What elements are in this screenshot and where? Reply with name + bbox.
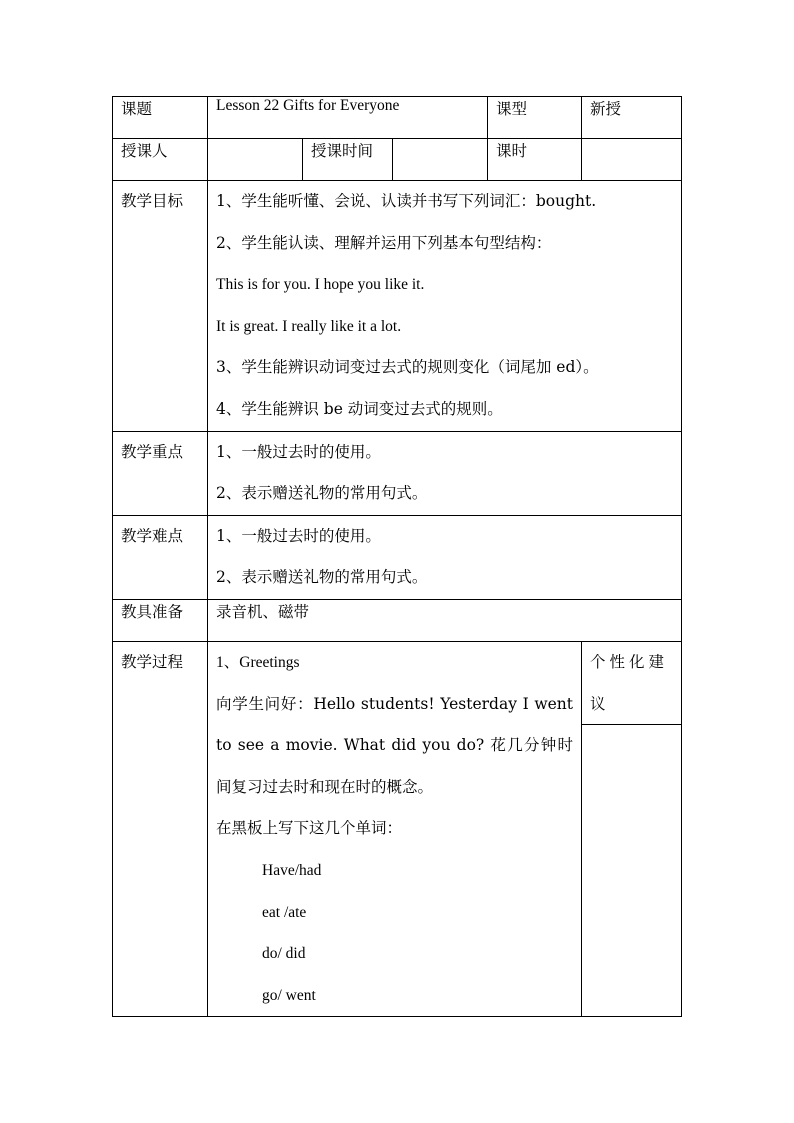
vocab-line: do/ did — [262, 945, 306, 963]
suggestions-label: 个性化建议 — [590, 652, 669, 713]
difficult-point-line: 1、一般过去时的使用。 — [216, 526, 381, 545]
materials-value: 录音机、磁带 — [208, 599, 682, 641]
difficult-points-content — [208, 515, 682, 599]
period-value — [582, 139, 682, 181]
objective-line: 4、学生能辨识 be 动词变过去式的规则。 — [216, 399, 503, 418]
time-label: 授课时间 — [303, 139, 393, 181]
objective-line: 3、学生能辨识动词变过去式的规则变化（词尾加 ed）。 — [216, 358, 599, 377]
key-point-line: 2、表示赠送礼物的常用句式。 — [216, 484, 428, 503]
vocab-line: Have/had — [262, 861, 322, 879]
type-label: 课型 — [488, 97, 582, 139]
teacher-label: 授课人 — [113, 139, 208, 181]
objective-line: It is great. I really like it a lot. — [216, 317, 402, 335]
header-row-2 — [113, 139, 682, 181]
process-line: 在黑板上写下这几个单词： — [216, 819, 403, 838]
objective-line: 2、学生能认读、理解并运用下列基本句型结构： — [216, 233, 552, 252]
lesson-plan-table — [112, 96, 682, 1017]
process-line: 向学生问好：Hello students! Yesterday I went — [216, 694, 574, 713]
objective-line: 1、学生能听懂、会说、认读并书写下列词汇：bought. — [216, 192, 597, 210]
key-points-row — [113, 431, 682, 515]
process-line: 间复习过去时和现在时的概念。 — [216, 777, 434, 796]
process-line: to see a movie. What did you do? 花几分钟时 — [216, 736, 574, 755]
objective-line: This is for you. I hope you like it. — [216, 276, 425, 294]
key-points-label: 教学重点 — [113, 431, 208, 515]
process-content — [208, 641, 582, 1016]
materials-label: 教具准备 — [113, 599, 208, 641]
time-value — [393, 139, 488, 181]
objectives-row — [113, 181, 682, 432]
suggestions-cell — [582, 641, 682, 1016]
vocab-line: eat /ate — [262, 903, 307, 921]
materials-row — [113, 599, 682, 641]
difficult-points-label: 教学难点 — [113, 515, 208, 599]
suggestions-header — [582, 642, 681, 725]
process-row — [113, 641, 682, 1016]
objectives-content — [208, 181, 682, 432]
topic-label: 课题 — [113, 97, 208, 139]
type-value: 新授 — [582, 97, 682, 139]
difficult-points-row — [113, 515, 682, 599]
topic-value: Lesson 22 Gifts for Everyone — [208, 97, 488, 139]
period-label: 课时 — [488, 139, 582, 181]
key-points-content — [208, 431, 682, 515]
process-line: 1、Greetings — [216, 653, 300, 671]
header-row-1 — [113, 97, 682, 139]
teacher-value — [208, 139, 303, 181]
objectives-label: 教学目标 — [113, 181, 208, 432]
vocab-line: go/ went — [262, 986, 316, 1004]
key-point-line: 1、一般过去时的使用。 — [216, 442, 381, 461]
difficult-point-line: 2、表示赠送礼物的常用句式。 — [216, 568, 428, 587]
process-label: 教学过程 — [113, 641, 208, 1016]
